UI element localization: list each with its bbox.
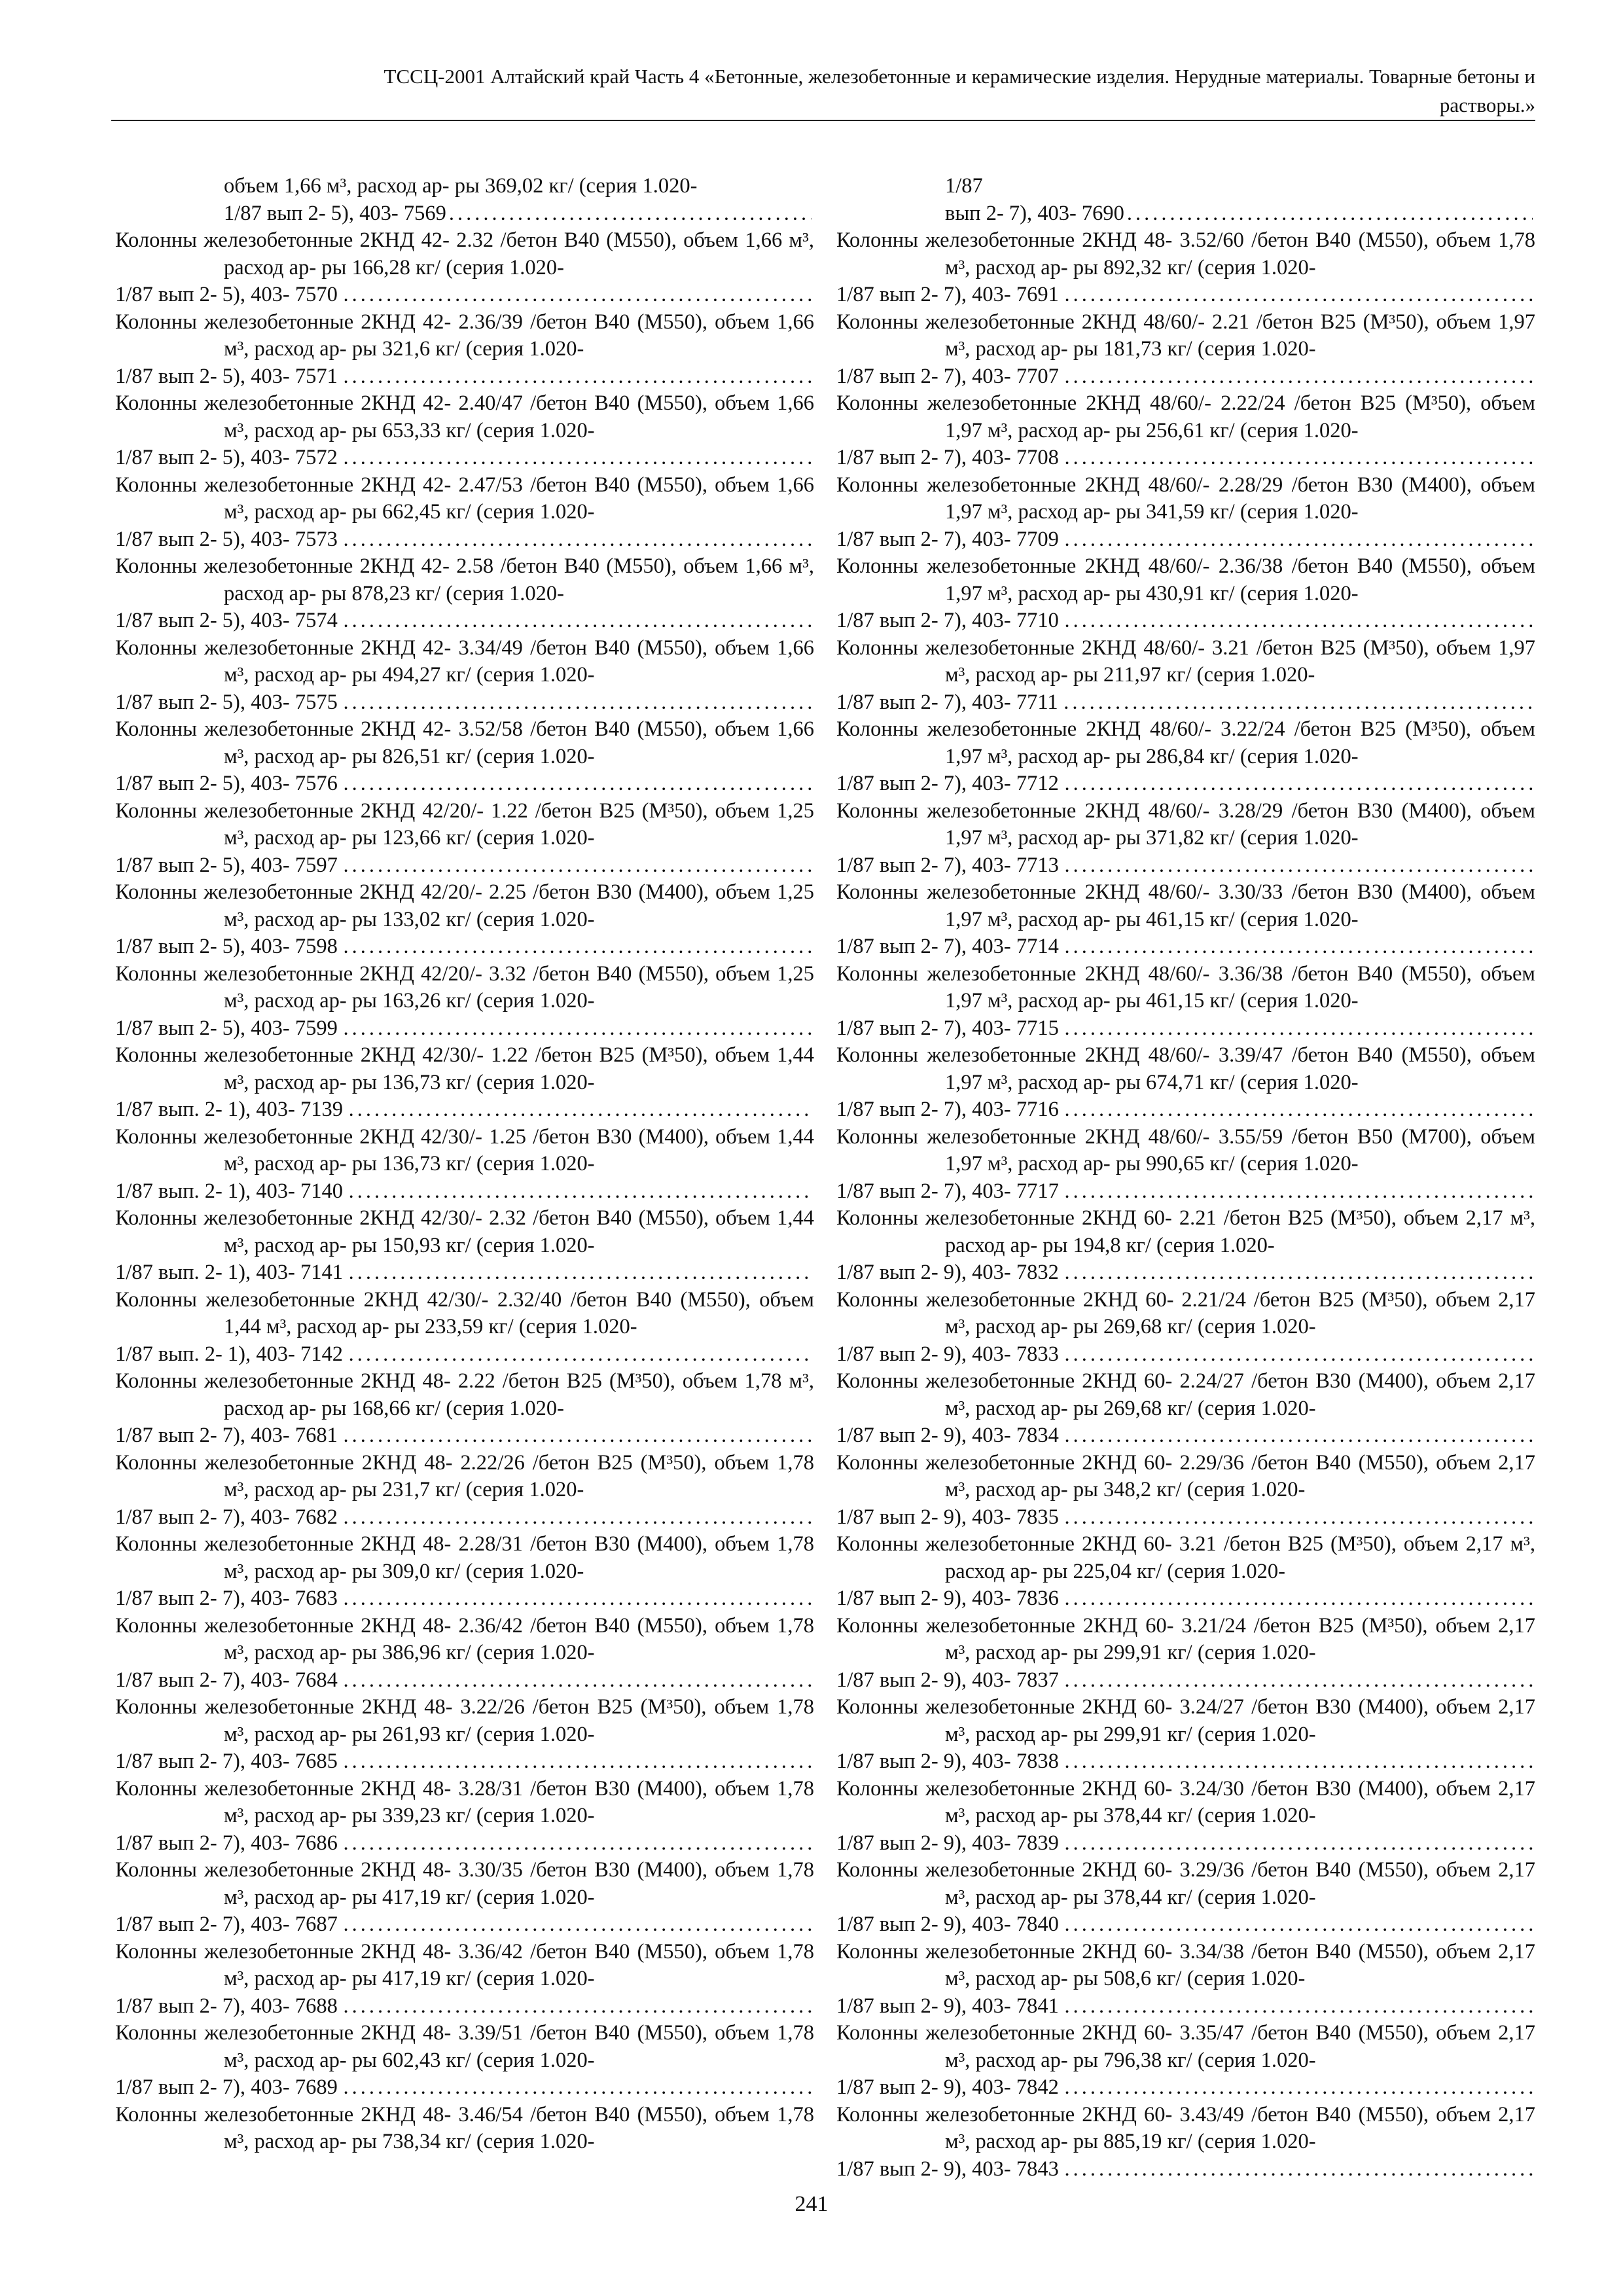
entry-text: Колонны железобетонные 2КНД 48/60/- 2.28/29 /бетон В30 (М400), объем 1,97 м³, расход ар- ры 341,59 кг/ (серия 1.020- [836, 473, 1535, 524]
dot-leader [340, 281, 812, 309]
dot-leader [340, 607, 812, 635]
entry-text: Колонны железобетонные 2КНД 48/60/- 3.30/33 /бетон В30 (М400), объем 1,97 м³, расход ар- ры 461,15 кг/ (серия 1.020- [836, 880, 1535, 931]
entry-text: Колонны железобетонные 2КНД 48/60/- 3.22/24 /бетон В25 (М³50), объем 1,97 м³, расход ар- ры 286,84 кг/ (серия 1.020- [836, 717, 1535, 768]
entry-text-tail: 1/87 вып 2- 7), 403- 7711 [836, 690, 1058, 714]
index-column-left [115, 173, 814, 2156]
index-entry [115, 309, 814, 391]
dot-leader [340, 1422, 812, 1450]
entry-text-tail: 1/87 вып 2- 7), 403- 7713 [836, 853, 1059, 877]
entry-text-tail: 1/87 вып 2- 7), 403- 7687 [115, 1912, 338, 1936]
index-entry [836, 961, 1535, 1043]
entry-leader-line [115, 2074, 814, 2102]
entry-text-tail: 1/87 вып 2- 9), 403- 7839 [836, 1831, 1059, 1855]
entry-text-tail: 1/87 вып 2- 9), 403- 7840 [836, 1912, 1059, 1936]
dot-leader [340, 1993, 812, 2020]
entry-leader-line [115, 607, 814, 635]
dot-leader [340, 852, 812, 880]
entry-leader-line [836, 1259, 1535, 1287]
entry-leader-line [836, 444, 1535, 472]
dot-leader [1061, 1096, 1533, 1124]
entry-text: Колонны железобетонные 2КНД 42- 2.47/53 /бетон В40 (М550), объем 1,66 м³, расход ар- ры 662,45 кг/ (серия 1.020- [115, 473, 814, 524]
entry-leader-line [115, 1259, 814, 1287]
entry-leader-line [115, 689, 814, 717]
index-column-right [836, 173, 1535, 2183]
entry-text: Колонны железобетонные 2КНД 60- 3.21/24 /бетон В25 (М³50), объем 2,17 м³, расход ар- ры 299,91 кг/ (серия 1.020- [836, 1613, 1535, 1664]
entry-leader-line [836, 1748, 1535, 1776]
entry-text-tail: 1/87 вып 2- 7), 403- 7681 [115, 1424, 338, 1447]
entry-text-tail: 1/87 вып 2- 9), 403- 7842 [836, 2075, 1059, 2099]
index-entry [115, 1287, 814, 1369]
entry-text-tail: 1/87 вып 2- 7), 403- 7712 [836, 772, 1059, 795]
dot-leader [340, 1585, 812, 1613]
dot-leader [340, 689, 812, 717]
entry-text-tail: 1/87 вып 2- 5), 403- 7569 [224, 201, 446, 225]
entry-text-tail: 1/87 вып 2- 9), 403- 7832 [836, 1261, 1059, 1284]
entry-text: Колонны железобетонные 2КНД 48- 2.22 /бетон В25 (М³50), объем 1,78 м³, расход ар- ры 168,66 кг/ (серия 1.020- [115, 1369, 814, 1420]
entry-text: Колонны железобетонные 2КНД 48- 3.28/31 /бетон В30 (М400), объем 1,78 м³, расход ар- ры 339,23 кг/ (серия 1.020- [115, 1776, 814, 1827]
entry-leader-line [836, 2074, 1535, 2102]
index-entry [836, 1694, 1535, 1776]
header-rule [111, 120, 1535, 121]
entry-text: Колонны железобетонные 2КНД 48/60/- 2.21 /бетон В25 (М³50), объем 1,97 м³, расход ар- ры 181,73 кг/ (серия 1.020- [836, 310, 1535, 361]
entry-text: Колонны железобетонные 2КНД 60- 2.21 /бетон В25 (М³50), объем 2,17 м³, расход ар- ры 194,8 кг/ (серия 1.020- [836, 1206, 1535, 1257]
index-entry [836, 716, 1535, 798]
entry-text: Колонны железобетонные 2КНД 60- 2.21/24 /бетон В25 (М³50), объем 2,17 м³, расход ар- ры 269,68 кг/ (серия 1.020- [836, 1287, 1535, 1338]
index-entry [836, 553, 1535, 635]
index-entry [115, 472, 814, 554]
index-entry [115, 1042, 814, 1124]
dot-leader [340, 1911, 812, 1939]
entry-text-tail: 1/87 вып 2- 5), 403- 7571 [115, 364, 338, 388]
dot-leader [1061, 2074, 1533, 2102]
entry-leader-line [115, 444, 814, 472]
entry-leader-line [836, 2156, 1535, 2183]
entry-text: Колонны железобетонные 2КНД 60- 3.21 /бетон В25 (М³50), объем 2,17 м³, расход ар- ры 225,04 кг/ (серия 1.020- [836, 1532, 1535, 1583]
entry-leader-line [836, 1015, 1535, 1043]
entry-leader-line [836, 1341, 1535, 1369]
entry-text: Колонны железобетонные 2КНД 48/60/- 3.21 /бетон В25 (М³50), объем 1,97 м³, расход ар- ры 211,97 кг/ (серия 1.020- [836, 636, 1535, 687]
entry-text: Колонны железобетонные 2КНД 42- 2.32 /бетон В40 (М550), объем 1,66 м³, расход ар- ры 166,28 кг/ (серия 1.020- [115, 228, 814, 279]
dot-leader [449, 200, 812, 228]
entry-text-tail: 1/87 вып 2- 9), 403- 7841 [836, 1994, 1059, 2018]
entry-leader-line [115, 1585, 814, 1613]
dot-leader [1061, 933, 1533, 961]
entry-text-tail: 1/87 вып 2- 7), 403- 7691 [836, 283, 1059, 306]
index-entry [115, 1531, 814, 1613]
entry-leader-line [115, 1178, 814, 1206]
entry-leader-line [115, 770, 814, 798]
dot-leader [1061, 1667, 1533, 1695]
entry-text: Колонны железобетонные 2КНД 48- 3.39/51 /бетон В40 (М550), объем 1,78 м³, расход ар- ры 602,43 кг/ (серия 1.020- [115, 2021, 814, 2072]
index-entry [836, 173, 1535, 227]
dot-leader [1061, 770, 1533, 798]
dot-leader [340, 444, 812, 472]
entry-leader-line [836, 1830, 1535, 1857]
index-entry [115, 1613, 814, 1695]
index-entry [836, 635, 1535, 717]
entry-leader-line [115, 281, 814, 309]
entry-text: Колонны железобетонные 2КНД 48/60/- 3.55/59 /бетон В50 (М700), объем 1,97 м³, расход ар- ры 990,65 кг/ (серия 1.020- [836, 1124, 1535, 1175]
entry-text: Колонны железобетонные 2КНД 48- 3.22/26 /бетон В25 (М³50), объем 1,78 м³, расход ар- ры 261,93 кг/ (серия 1.020- [115, 1695, 814, 1746]
entry-text: Колонны железобетонные 2КНД 60- 2.29/36 /бетон В40 (М550), объем 2,17 м³, расход ар- ры 348,2 кг/ (серия 1.020- [836, 1450, 1535, 1501]
entry-text-tail: 1/87 вып. 2- 1), 403- 7139 [115, 1098, 343, 1121]
entry-text-tail: 1/87 вып 2- 9), 403- 7838 [836, 1749, 1059, 1773]
page-number: 241 [794, 2192, 829, 2216]
entry-text-tail: 1/87 вып 2- 5), 403- 7597 [115, 853, 338, 877]
dot-leader [340, 1830, 812, 1857]
index-entry [836, 227, 1535, 309]
dot-leader [340, 2074, 812, 2102]
entry-text: Колонны железобетонные 2КНД 60- 3.29/36 /бетон В40 (М550), объем 2,17 м³, расход ар- ры 378,44 кг/ (серия 1.020- [836, 1858, 1535, 1909]
entry-text-tail: 1/87 вып 2- 5), 403- 7574 [115, 609, 338, 632]
entry-text-tail: 1/87 вып. 2- 1), 403- 7140 [115, 1179, 343, 1203]
dot-leader [1127, 200, 1533, 228]
entry-text-tail: 1/87 вып 2- 5), 403- 7573 [115, 527, 338, 551]
index-entry [115, 1205, 814, 1287]
entry-text: Колонны железобетонные 2КНД 60- 3.34/38 /бетон В40 (М550), объем 2,17 м³, расход ар- ры 508,6 кг/ (серия 1.020- [836, 1939, 1535, 1990]
entry-text: Колонны железобетонные 2КНД 48- 2.36/42 /бетон В40 (М550), объем 1,78 м³, расход ар- ры 386,96 кг/ (серия 1.020- [115, 1613, 814, 1664]
entry-text-tail: 1/87 вып 2- 7), 403- 7707 [836, 364, 1059, 388]
entry-text: Колонны железобетонные 2КНД 48- 3.46/54 /бетон В40 (М550), объем 1,78 м³, расход ар- ры 738,34 кг/ (серия 1.020- [115, 2102, 814, 2153]
dot-leader [1061, 1178, 1533, 1206]
entry-leader-line [115, 1911, 814, 1939]
entry-leader-line [836, 526, 1535, 554]
entry-text-tail: 1/87 вып 2- 5), 403- 7570 [115, 283, 338, 306]
entry-text: Колонны железобетонные 2КНД 42- 3.34/49 /бетон В40 (М550), объем 1,66 м³, расход ар- ры 494,27 кг/ (серия 1.020- [115, 636, 814, 687]
dot-leader [1061, 526, 1533, 554]
dot-leader [1061, 1911, 1533, 1939]
entry-text-tail: 1/87 вып 2- 7), 403- 7689 [115, 2075, 338, 2099]
entry-text: Колонны железобетонные 2КНД 48/60/- 2.22/24 /бетон В25 (М³50), объем 1,97 м³, расход ар- ры 256,61 кг/ (серия 1.020- [836, 391, 1535, 442]
entry-leader-line [115, 1422, 814, 1450]
entry-text: Колонны железобетонные 2КНД 48/60/- 2.36/38 /бетон В40 (М550), объем 1,97 м³, расход ар- ры 430,91 кг/ (серия 1.020- [836, 554, 1535, 605]
dot-leader [1061, 1259, 1533, 1287]
entry-text: 1/87 [945, 174, 983, 198]
entry-leader-line [836, 1422, 1535, 1450]
entry-text: Колонны железобетонные 2КНД 48/60/- 3.28/29 /бетон В30 (М400), объем 1,97 м³, расход ар- ры 371,82 кг/ (серия 1.020- [836, 798, 1535, 850]
dot-leader [340, 1015, 812, 1043]
dot-leader [1061, 1830, 1533, 1857]
dot-leader [340, 363, 812, 391]
index-entry [836, 2102, 1535, 2183]
entry-text: Колонны железобетонные 2КНД 42/30/- 2.32 /бетон В40 (М550), объем 1,44 м³, расход ар- ры 150,93 кг/ (серия 1.020- [115, 1206, 814, 1257]
entry-text-tail: 1/87 вып 2- 5), 403- 7598 [115, 935, 338, 958]
dot-leader [1061, 1993, 1533, 2020]
entry-text-tail: 1/87 вып 2- 9), 403- 7843 [836, 2157, 1059, 2181]
entry-text-tail: 1/87 вып. 2- 1), 403- 7142 [115, 1342, 343, 1366]
entry-leader-line [115, 852, 814, 880]
dot-leader [1061, 1504, 1533, 1532]
index-entry [115, 1694, 814, 1776]
entry-text-tail: 1/87 вып 2- 7), 403- 7716 [836, 1098, 1059, 1121]
entry-text: Колонны железобетонные 2КНД 42- 2.40/47 /бетон В40 (М550), объем 1,66 м³, расход ар- ры 653,33 кг/ (серия 1.020- [115, 391, 814, 442]
index-entry [836, 798, 1535, 880]
entry-leader-line [836, 363, 1535, 391]
entry-text-tail: 1/87 вып 2- 7), 403- 7682 [115, 1505, 338, 1529]
index-entry [115, 1857, 814, 1939]
entry-leader-line [836, 1504, 1535, 1532]
entry-text: Колонны железобетонные 2КНД 42/30/- 1.22 /бетон В25 (М³50), объем 1,44 м³, расход ар- ры 136,73 кг/ (серия 1.020- [115, 1043, 814, 1094]
entry-leader-line [115, 1993, 814, 2020]
header-title-line-1: ТССЦ-2001 Алтайский край Часть 4 «Бетонные, железобетонные и керамические изделия. Нерудные материалы. Товарные бетоны и [383, 65, 1535, 88]
index-entry [115, 553, 814, 635]
entry-text-tail: 1/87 вып 2- 9), 403- 7836 [836, 1587, 1059, 1610]
index-entry [115, 1776, 814, 1857]
index-entry [115, 227, 814, 309]
entry-leader-line [836, 1178, 1535, 1206]
dot-leader [1061, 363, 1533, 391]
entry-text-tail: 1/87 вып 2- 5), 403- 7575 [115, 690, 338, 714]
entry-leader-line [115, 1667, 814, 1695]
entry-leader-line [836, 1096, 1535, 1124]
entry-leader-line [115, 1748, 814, 1776]
entry-text: Колонны железобетонные 2КНД 42/20/- 1.22 /бетон В25 (М³50), объем 1,25 м³, расход ар- ры 123,66 кг/ (серия 1.020- [115, 798, 814, 850]
entry-leader-line [115, 526, 814, 554]
index-entry [115, 798, 814, 880]
entry-leader-line [836, 1911, 1535, 1939]
entry-text-tail: 1/87 вып 2- 9), 403- 7835 [836, 1505, 1059, 1529]
index-entry [836, 1205, 1535, 1287]
entry-text: Колонны железобетонные 2КНД 60- 2.24/27 /бетон В30 (М400), объем 2,17 м³, расход ар- ры 269,68 кг/ (серия 1.020- [836, 1369, 1535, 1420]
dot-leader [340, 526, 812, 554]
entry-text: Колонны железобетонные 2КНД 60- 3.35/47 /бетон В40 (М550), объем 2,17 м³, расход ар- ры 796,38 кг/ (серия 1.020- [836, 2021, 1535, 2072]
index-entry [836, 1776, 1535, 1857]
dot-leader [1061, 1341, 1533, 1369]
entry-text: Колонны железобетонные 2КНД 42- 2.58 /бетон В40 (М550), объем 1,66 м³, расход ар- ры 878,23 кг/ (серия 1.020- [115, 554, 814, 605]
entry-leader-line [115, 1504, 814, 1532]
entry-text-tail: 1/87 вып 2- 7), 403- 7688 [115, 1994, 338, 2018]
entry-text: Колонны железобетонные 2КНД 48- 3.36/42 /бетон В40 (М550), объем 1,78 м³, расход ар- ры 417,19 кг/ (серия 1.020- [115, 1939, 814, 1990]
dot-leader [340, 933, 812, 961]
index-entry [836, 1531, 1535, 1613]
entry-text: объем 1,66 м³, расход ар- ры 369,02 кг/ (серия 1.020- [224, 174, 698, 198]
dot-leader [340, 1504, 812, 1532]
entry-text-tail: 1/87 вып 2- 5), 403- 7576 [115, 772, 338, 795]
entry-leader-line [836, 933, 1535, 961]
index-entry [836, 2020, 1535, 2102]
entry-leader-line [224, 200, 814, 228]
dot-leader [1061, 852, 1533, 880]
entry-text-tail: 1/87 вып 2- 7), 403- 7715 [836, 1016, 1059, 1040]
dot-leader [340, 770, 812, 798]
dot-leader [1061, 444, 1533, 472]
entry-leader-line [836, 770, 1535, 798]
dot-leader [346, 1341, 812, 1369]
entry-leader-line [836, 607, 1535, 635]
index-entry [836, 472, 1535, 554]
entry-text-tail: 1/87 вып 2- 7), 403- 7708 [836, 446, 1059, 469]
index-entry [115, 390, 814, 472]
entry-leader-line [115, 1015, 814, 1043]
dot-leader [1061, 607, 1533, 635]
entry-text: Колонны железобетонные 2КНД 60- 3.24/27 /бетон В30 (М400), объем 2,17 м³, расход ар- ры 299,91 кг/ (серия 1.020- [836, 1695, 1535, 1746]
dot-leader [340, 1667, 812, 1695]
entry-leader-line [945, 200, 1535, 228]
entry-text: Колонны железобетонные 2КНД 48- 2.28/31 /бетон В30 (М400), объем 1,78 м³, расход ар- ры 309,0 кг/ (серия 1.020- [115, 1532, 814, 1583]
entry-text-tail: 1/87 вып 2- 9), 403- 7837 [836, 1668, 1059, 1692]
entry-leader-line [836, 281, 1535, 309]
entry-text: Колонны железобетонные 2КНД 48- 3.52/60 /бетон В40 (М550), объем 1,78 м³, расход ар- ры 892,32 кг/ (серия 1.020- [836, 228, 1535, 279]
entry-text: Колонны железобетонные 2КНД 42/20/- 2.25 /бетон В30 (М400), объем 1,25 м³, расход ар- ры 133,02 кг/ (серия 1.020- [115, 880, 814, 931]
entry-text-tail: 1/87 вып 2- 7), 403- 7686 [115, 1831, 338, 1855]
index-entry [836, 1124, 1535, 1206]
header-title-line-2: растворы.» [1439, 94, 1535, 117]
dot-leader [346, 1178, 812, 1206]
entry-text: Колонны железобетонные 2КНД 42- 3.52/58 /бетон В40 (М550), объем 1,66 м³, расход ар- ры 826,51 кг/ (серия 1.020- [115, 717, 814, 768]
entry-text-tail: 1/87 вып 2- 7), 403- 7683 [115, 1587, 338, 1610]
entry-leader-line [115, 1830, 814, 1857]
entry-text: Колонны железобетонные 2КНД 48- 3.30/35 /бетон В30 (М400), объем 1,78 м³, расход ар- ры 417,19 кг/ (серия 1.020- [115, 1858, 814, 1909]
entry-leader-line [836, 689, 1535, 717]
index-entry [836, 1857, 1535, 1939]
dot-leader [340, 1748, 812, 1776]
entry-text-tail: 1/87 вып 2- 5), 403- 7599 [115, 1016, 338, 1040]
entry-text-tail: 1/87 вып 2- 7), 403- 7710 [836, 609, 1059, 632]
index-entry [115, 961, 814, 1043]
entry-text: Колонны железобетонные 2КНД 48- 2.22/26 /бетон В25 (М³50), объем 1,78 м³, расход ар- ры 231,7 кг/ (серия 1.020- [115, 1450, 814, 1501]
index-entry [115, 1939, 814, 2020]
dot-leader [1061, 1585, 1533, 1613]
index-entry [836, 1368, 1535, 1450]
entry-text-tail: 1/87 вып. 2- 1), 403- 7141 [115, 1261, 343, 1284]
dot-leader [346, 1096, 812, 1124]
entry-text-tail: 1/87 вып 2- 9), 403- 7833 [836, 1342, 1059, 1366]
index-entry [836, 879, 1535, 961]
index-entry [836, 1042, 1535, 1124]
index-entry [115, 173, 814, 227]
entry-text: Колонны железобетонные 2КНД 42/30/- 1.25 /бетон В30 (М400), объем 1,44 м³, расход ар- ры 136,73 кг/ (серия 1.020- [115, 1124, 814, 1175]
dot-leader [1061, 1748, 1533, 1776]
dot-leader [1061, 1422, 1533, 1450]
dot-leader [1061, 2156, 1533, 2183]
entry-text-tail: 1/87 вып 2- 7), 403- 7714 [836, 935, 1059, 958]
entry-text: Колонны железобетонные 2КНД 60- 3.24/30 /бетон В30 (М400), объем 2,17 м³, расход ар- ры 378,44 кг/ (серия 1.020- [836, 1776, 1535, 1827]
index-entry [836, 1450, 1535, 1532]
index-entry [836, 1939, 1535, 2020]
entry-text-tail: 1/87 вып 2- 5), 403- 7572 [115, 446, 338, 469]
index-entry [115, 879, 814, 961]
dot-leader [346, 1259, 812, 1287]
index-entry [115, 635, 814, 717]
entry-text-tail: вып 2- 7), 403- 7690 [945, 201, 1124, 225]
index-entry [836, 1287, 1535, 1369]
dot-leader [1061, 689, 1533, 717]
index-entry [115, 1368, 814, 1450]
index-entry [836, 390, 1535, 472]
entry-text: Колонны железобетонные 2КНД 42/20/- 3.32 /бетон В40 (М550), объем 1,25 м³, расход ар- ры 163,26 кг/ (серия 1.020- [115, 961, 814, 1013]
entry-text-tail: 1/87 вып 2- 7), 403- 7709 [836, 527, 1059, 551]
entry-text: Колонны железобетонные 2КНД 48/60/- 3.36/38 /бетон В40 (М550), объем 1,97 м³, расход ар- ры 461,15 кг/ (серия 1.020- [836, 961, 1535, 1013]
entry-text: Колонны железобетонные 2КНД 42- 2.36/39 /бетон В40 (М550), объем 1,66 м³, расход ар- ры 321,6 кг/ (серия 1.020- [115, 310, 814, 361]
running-header [111, 62, 1535, 120]
entry-text: Колонны железобетонные 2КНД 42/30/- 2.32/40 /бетон В40 (М550), объем 1,44 м³, расход ар- ры 233,59 кг/ (серия 1.020- [115, 1287, 814, 1338]
index-entry [836, 1613, 1535, 1695]
entry-leader-line [115, 933, 814, 961]
entry-text-tail: 1/87 вып 2- 7), 403- 7684 [115, 1668, 338, 1692]
entry-text: Колонны железобетонные 2КНД 48/60/- 3.39/47 /бетон В40 (М550), объем 1,97 м³, расход ар- ры 674,71 кг/ (серия 1.020- [836, 1043, 1535, 1094]
entry-text-tail: 1/87 вып 2- 7), 403- 7685 [115, 1749, 338, 1773]
entry-leader-line [115, 363, 814, 391]
entry-leader-line [836, 1667, 1535, 1695]
index-entry [115, 1450, 814, 1532]
index-entry [115, 716, 814, 798]
entry-text: Колонны железобетонные 2КНД 60- 3.43/49 /бетон В40 (М550), объем 2,17 м³, расход ар- ры 885,19 кг/ (серия 1.020- [836, 2102, 1535, 2153]
entry-text-tail: 1/87 вып 2- 9), 403- 7834 [836, 1424, 1059, 1447]
entry-leader-line [836, 1585, 1535, 1613]
entry-text-tail: 1/87 вып 2- 7), 403- 7717 [836, 1179, 1059, 1203]
index-entry [836, 309, 1535, 391]
entry-leader-line [836, 1993, 1535, 2020]
dot-leader [1061, 281, 1533, 309]
entry-leader-line [115, 1096, 814, 1124]
index-entry [115, 1124, 814, 1206]
index-entry [115, 2020, 814, 2102]
entry-leader-line [115, 1341, 814, 1369]
entry-leader-line [836, 852, 1535, 880]
index-entry [115, 2102, 814, 2156]
dot-leader [1061, 1015, 1533, 1043]
